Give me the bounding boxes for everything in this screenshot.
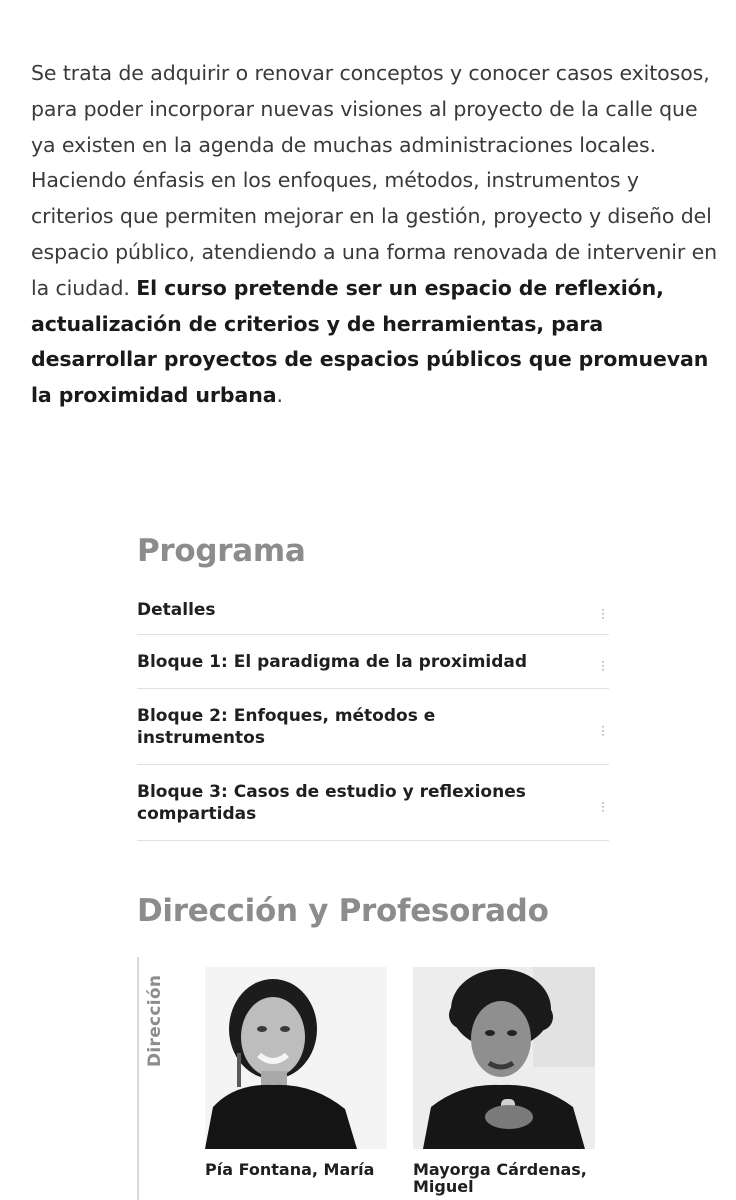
direccion-title: Dirección y Profesorado xyxy=(137,893,549,929)
accordion-item-bloque-3[interactable] xyxy=(137,765,609,841)
accordion-label: Bloque 1: El paradigma de la proximidad xyxy=(137,651,528,672)
programa-title: Programa xyxy=(137,533,306,569)
person-card[interactable] xyxy=(205,967,387,1178)
person-name[interactable]: Mayorga Cárdenas, Miguel xyxy=(413,1160,587,1196)
accordion-label: Bloque 2: Enfoques, métodos e instrumentos xyxy=(137,705,436,748)
portrait-man-image xyxy=(413,967,595,1149)
intro-bold-text: El curso pretende ser un espacio de reflexión, actualización de criterios y de herramientas, para desarrollar proyectos de espacios públicos que promuevan la proximidad urbana xyxy=(31,275,709,408)
accordion-item-bloque-2[interactable] xyxy=(137,689,609,765)
programa-accordion xyxy=(137,585,609,841)
portrait-woman-image xyxy=(205,967,387,1149)
more-vertical-icon[interactable]: ⋮ xyxy=(597,799,609,814)
intro-paragraph xyxy=(31,56,721,414)
accordion-item-detalles[interactable] xyxy=(137,585,609,635)
person-photo[interactable] xyxy=(413,967,595,1149)
more-vertical-icon[interactable]: ⋮ xyxy=(597,658,609,673)
accordion-item-bloque-1[interactable] xyxy=(137,635,609,689)
person-card[interactable] xyxy=(413,967,595,1195)
group-label-container xyxy=(137,957,171,1200)
intro-text: Se trata de adquirir o renovar conceptos y conocer casos exitosos, para poder incorporar nuevas visiones al proyecto de la calle que ya existen en la agenda de muchas administraciones locales. Haciendo énfasis en los enfoques, métodos, instrumentos y criterios que permiten mejorar en la gestión, proyecto y diseño del espacio público, atendiendo a una forma renovada de intervenir en la ciudad. xyxy=(31,61,718,300)
accordion-label: Bloque 3: Casos de estudio y reflexiones compartidas xyxy=(137,781,526,824)
person-photo[interactable] xyxy=(205,967,387,1149)
more-vertical-icon[interactable]: ⋮ xyxy=(597,606,609,621)
accordion-label: Detalles xyxy=(137,599,216,620)
group-label-direccion: Dirección xyxy=(145,974,165,1067)
intro-end: . xyxy=(276,383,283,408)
more-vertical-icon[interactable]: ⋮ xyxy=(597,723,609,738)
person-name[interactable]: Pía Fontana, María xyxy=(205,1160,375,1179)
